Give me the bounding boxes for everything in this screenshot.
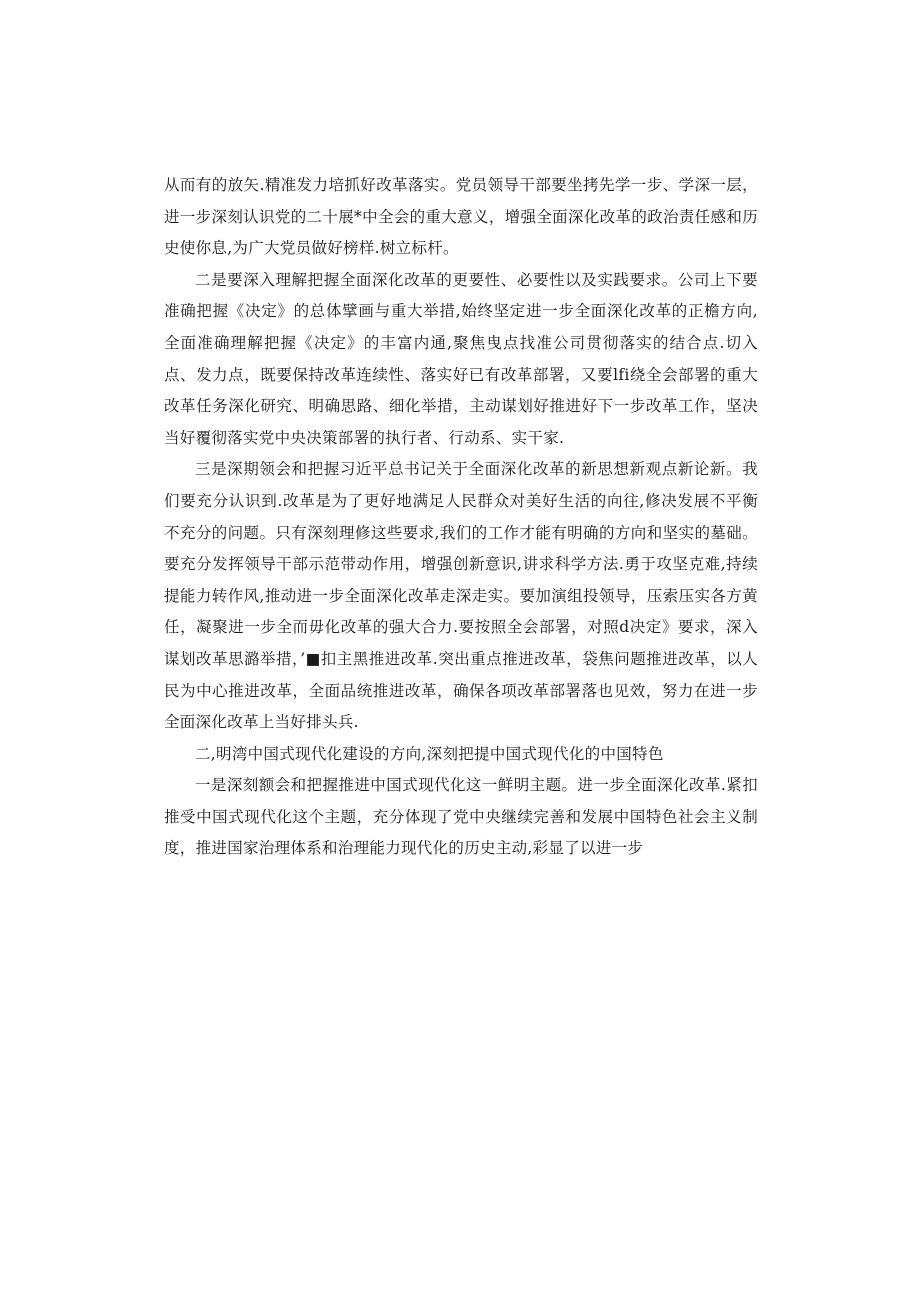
- paragraph-4: 一是深刻额会和把握推进中国式现代化这一鲜明主题。进一步全面深化改革.紧扣推受中国式现代化这个主题，充分体现了党中央继续完善和发展中国特色社会主义制度，推进国家治理体系和治理能力现代化的历史主动,彩显了以进一步: [164, 776, 758, 858]
- paragraph-1: 从而有的放矢.精准发力培抓好改革落实。党员领导干部要坐拷先学一步、学深一层，进一步深刻认识党的二十展*中全会的重大意义，增强全面深化改革的政治责任感和历史使你息,为广大党员做好榜样.树立标杆。: [164, 176, 758, 258]
- paragraph-2: 二是要深入理解把握全面深化改革的更要性、必要性以及实践要求。公司上下要准确把握《决定》的总体擘画与重大举措,始终坚定进一步全面深化改革的正檐方向,全面准确理解把握《决定》的丰富内通,聚焦曳点找准公司贯彻落实的结合点.切入点、发力点，既要保持改革连续性、落实好已有改革部署，又要lfi绕全会部署的重大改革任务深化研究、明确思路、细化举措，主动谋划好推进好下一步改革工作，坚决当好覆彻落实党中央决策部署的执行者、行动系、实干家.: [164, 270, 758, 447]
- paragraph-3: 三是深期领会和把握习近平总书记关于全面深化改革的新思想新观点新论新。我们要充分认识到.改革是为了更好地满足人民群众对美好生活的向往,修决发展不平衡不充分的问题。只有深刻理修这些要求,我们的工作才能有明确的方向和坚实的墓础。要充分发挥领导干部示范带动作用，增强创新意识,讲求科学方法.勇于攻坚克难,持续提能力转作风,推动进一步全面深化改革走深走实。要加演组投领导，压索压实各方黄任，凝聚进一步全而毋化改革的强大合力.要按照全会部署，对照d决定》要求，深入谋划改革思潞举措，’■扣主黑推进改革.突出重点推进改革，袋焦问题推进改革，以人民为中心推进改革，全面品统推进改革，确保各项改革部署落也见效，努力在进一步全面深化改革上当好排头兵.: [164, 460, 758, 732]
- document-body: [164, 170, 758, 865]
- section-heading: 二,明湾中国式现代化建设的方向,深刻把提中国式现代化的中国特色: [195, 744, 664, 763]
